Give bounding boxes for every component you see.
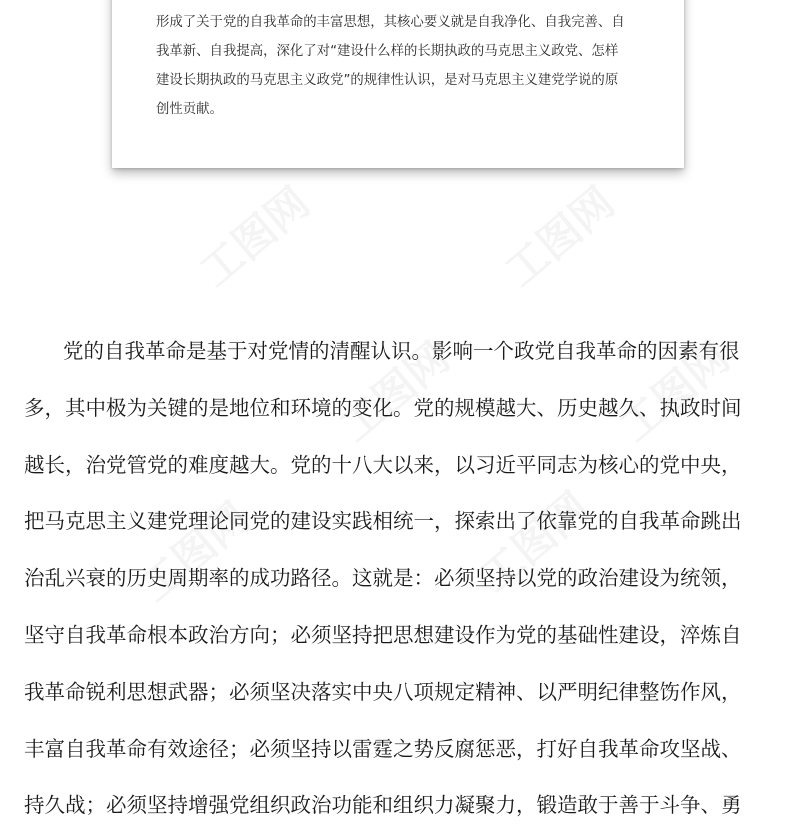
quote-card-line: 创性贡献。 (156, 102, 223, 117)
watermark: 工图网 (330, 332, 459, 452)
watermark: 工图网 (495, 177, 624, 297)
body-line: 越长，治党管党的难度越大。党的十八大以来，以习近平同志为核心的党中央， (24, 452, 742, 477)
quote-card-text (156, 8, 656, 124)
body-line: 把马克思主义建党理论同党的建设实践相统一，探索出了依靠党的自我革命跳出 (24, 509, 742, 534)
quote-card-line: 建设长期执政的马克思主义政党”的规律性认识，是对马克思主义建党学说的原 (156, 73, 619, 88)
body-line: 丰富自我革命有效途径；必须坚持以雷霆之势反腐惩恶，打好自我革命攻坚战、 (24, 736, 742, 761)
body-line: 我革命锐利思想武器；必须坚决落实中央八项规定精神、以严明纪律整饬作风， (24, 679, 742, 704)
body-paragraph (24, 323, 784, 834)
watermark: 工图网 (190, 177, 319, 297)
body-line: 多，其中极为关键的是地位和环境的变化。党的规模越大、历史越久、执政时间 (24, 395, 742, 420)
body-line: 党的自我革命是基于对党情的清醒认识。影响一个政党自我革命的因素有很 (63, 339, 740, 363)
body-line: 坚守自我革命根本政治方向；必须坚持把思想建设作为党的基础性建设，淬炼自 (24, 622, 742, 647)
watermark: 工图网 (470, 482, 599, 602)
watermark: 工图网 (610, 332, 739, 452)
body-line: 持久战；必须坚持增强党组织政治功能和组织力凝聚力，锻造敢于善于斗争、勇 (24, 793, 742, 818)
watermark: 工图网 (130, 492, 259, 612)
quote-card (112, 0, 684, 168)
quote-card-line: 我革新、自我提高，深化了对“建设什么样的长期执政的马克思主义政党、怎样 (156, 44, 619, 59)
quote-card-line: 形成了关于党的自我革命的丰富思想，其核心要义就是自我净化、自我完善、自 (156, 15, 625, 30)
body-line: 治乱兴衰的历史周期率的成功路径。这就是：必须坚持以党的政治建设为统领， (24, 566, 742, 591)
